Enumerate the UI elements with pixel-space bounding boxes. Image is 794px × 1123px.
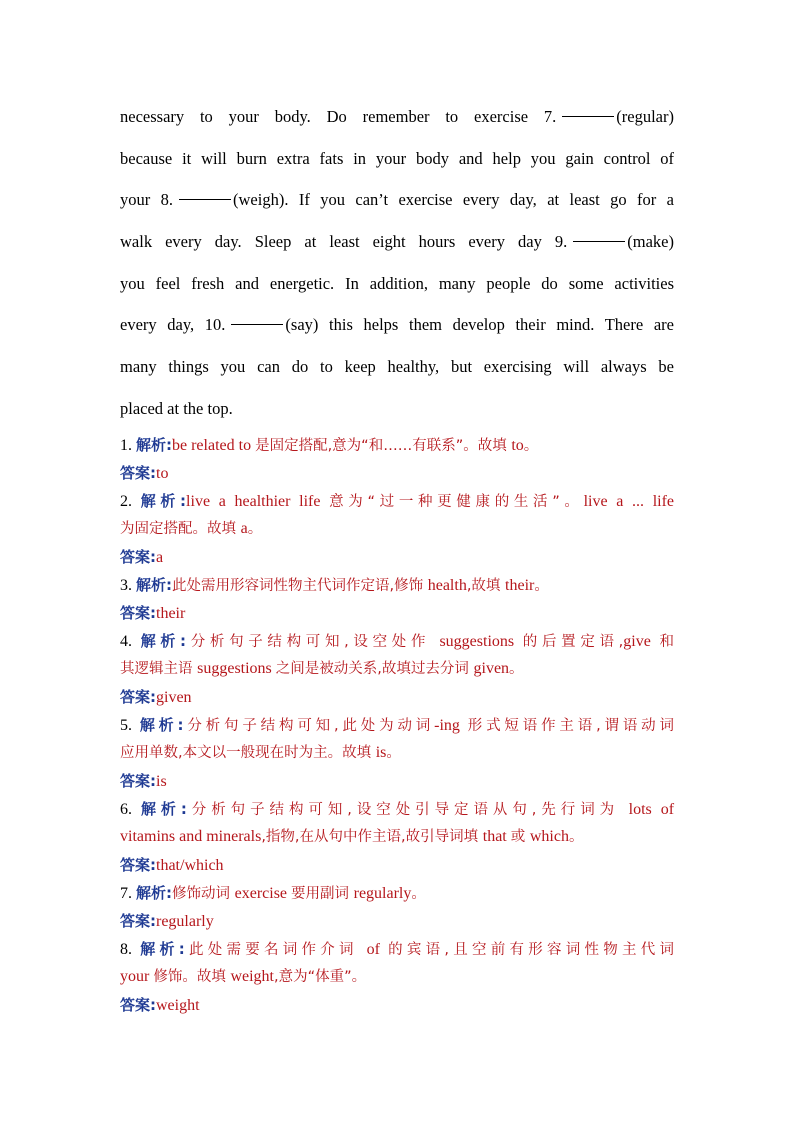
- item-number: 3.: [120, 577, 136, 594]
- explanation-text: 。: [568, 829, 584, 845]
- answer-value: given: [156, 689, 192, 706]
- answer-blank: [562, 115, 614, 117]
- explanation-text: ,指物,在从句中作主语,故引导词填: [261, 829, 483, 845]
- explanation-line: [120, 879, 674, 907]
- answer-label: 答案:: [120, 856, 156, 874]
- answer-label: 答案:: [120, 996, 156, 1014]
- explanation-label: 解析:: [140, 632, 187, 650]
- explanation-text: 的后置定语,: [522, 634, 624, 650]
- answer-line: [120, 459, 674, 487]
- explanation-text: 。: [386, 745, 401, 761]
- item-number: 8.: [120, 941, 141, 958]
- passage-line: because it will burn extra fats in your body and help you gain control of: [120, 148, 674, 168]
- explanation-text: which: [529, 828, 569, 845]
- answer-line: [120, 599, 674, 627]
- explanation-text: be related to: [172, 437, 256, 454]
- passage-text: [120, 96, 674, 430]
- explanation-text: 分析句子结构可知,设空处引导定语从句,先行词为: [186, 802, 629, 818]
- explanation-text: their: [505, 577, 535, 594]
- explanation-text: 或: [510, 829, 530, 845]
- explanation-text: 此处需要名词作介词: [184, 942, 367, 958]
- answer-value: weight: [156, 997, 200, 1014]
- explanation-text: lots of: [628, 801, 675, 818]
- answer-value: their: [156, 605, 186, 622]
- explanation-text: that: [482, 828, 511, 845]
- passage-line: many things you can do to keep healthy, but exercising will always be: [120, 357, 674, 377]
- answer-line: [120, 851, 674, 879]
- explanation-line: [120, 487, 674, 515]
- explanation-text: 的宾语,且空前有形容词性物主代词: [388, 942, 675, 958]
- item-number: 6.: [120, 801, 141, 818]
- passage-line: every day, 10. (say) this helps them develop their mind. There are: [120, 315, 674, 335]
- explanation-line: [120, 571, 674, 599]
- explanation-text: 分析句子结构可知,设空处作: [186, 634, 440, 650]
- answer-line: [120, 991, 674, 1019]
- explanation-text: live a healthier life: [186, 493, 330, 510]
- answer-key: [120, 431, 674, 1019]
- explanation-line: [120, 935, 674, 963]
- answer-value: regularly: [156, 913, 214, 930]
- explanation-text: 。: [523, 438, 539, 454]
- explanation-text: 分析句子结构可知,此处为动词: [183, 718, 435, 734]
- explanation-text: 要用副词: [291, 886, 354, 902]
- explanation-text: 修饰。故填: [153, 969, 231, 985]
- explanation-text: of: [366, 941, 389, 958]
- explanation-text: ,意为“体重”。: [273, 969, 367, 985]
- explanation-text: 形式短语作主语,谓语动词: [467, 718, 675, 734]
- explanation-text: 。: [247, 521, 263, 537]
- explanation-text: ,: [466, 578, 472, 594]
- explanation-text: give: [623, 633, 660, 650]
- explanation-text: 应用单数,本文以一般现在时为主。故填: [120, 745, 376, 761]
- explanation-text: 和: [659, 634, 675, 650]
- explanation-text: regularly: [353, 885, 412, 902]
- explanation-text: vitamins and minerals: [120, 828, 262, 845]
- explanation-text: 其逻辑主语: [120, 661, 198, 677]
- explanation-text: live a ... life: [583, 493, 675, 510]
- explanation-text: given: [473, 660, 510, 677]
- explanation-text: 是固定搭配,意为“和……有联系”。故填: [255, 438, 512, 454]
- answer-value: a: [156, 549, 164, 566]
- item-number: 4.: [120, 633, 141, 650]
- explanation-text: 此处需用形容词性物主代词作定语,修饰: [172, 578, 428, 594]
- passage-line: you feel fresh and energetic. In addition, many people do some activities: [120, 273, 674, 293]
- answer-blank: [573, 240, 625, 242]
- explanation-text: to: [511, 437, 524, 454]
- explanation-line: [120, 515, 674, 543]
- explanation-text: a: [240, 520, 248, 537]
- explanation-label: 解析:: [140, 800, 187, 818]
- explanation-line: [120, 739, 674, 767]
- explanation-text: health: [427, 577, 467, 594]
- explanation-line: [120, 627, 674, 655]
- explanation-text: 。: [534, 578, 549, 594]
- explanation-line: [120, 711, 674, 739]
- answer-line: [120, 767, 674, 795]
- explanation-label: 解析:: [136, 436, 172, 454]
- explanation-text: 。: [411, 886, 426, 902]
- answer-label: 答案:: [120, 548, 156, 566]
- passage-line: placed at the top.: [120, 398, 233, 418]
- answer-line: [120, 907, 674, 935]
- passage-line: walk every day. Sleep at least eight hours every day 9. (make): [120, 232, 674, 252]
- explanation-text: 为固定搭配。故填: [120, 521, 241, 537]
- explanation-text: 。: [509, 661, 524, 677]
- explanation-label: 解析:: [140, 940, 185, 958]
- answer-label: 答案:: [120, 464, 156, 482]
- answer-label: 答案:: [120, 912, 156, 930]
- explanation-line: [120, 963, 674, 991]
- explanation-label: 解析:: [136, 884, 172, 902]
- explanation-label: 解析:: [139, 716, 184, 734]
- answer-line: [120, 543, 674, 571]
- item-number: 5.: [120, 717, 140, 734]
- explanation-text: -ing: [434, 717, 468, 734]
- explanation-line: [120, 795, 674, 823]
- answer-label: 答案:: [120, 688, 156, 706]
- item-number: 2.: [120, 493, 141, 510]
- answer-blank: [179, 198, 231, 200]
- answer-value: to: [156, 465, 169, 482]
- explanation-text: 故填: [471, 578, 506, 594]
- explanation-text: weight: [230, 968, 274, 985]
- answer-blank: [231, 323, 283, 325]
- explanation-text: 修饰动词: [172, 886, 235, 902]
- item-number: 7.: [120, 885, 136, 902]
- answer-label: 答案:: [120, 604, 156, 622]
- explanation-text: 之间是被动关系,故填过去分词: [275, 661, 474, 677]
- explanation-text: is: [375, 744, 387, 761]
- answer-value: is: [156, 773, 167, 790]
- passage-line: your 8. (weigh). If you can’t exercise every day, at least go for a: [120, 190, 674, 210]
- explanation-line: [120, 655, 674, 683]
- explanation-text: 意为“过一种更健康的生活”。: [329, 494, 584, 510]
- explanation-text: suggestions: [439, 633, 523, 650]
- explanation-text: suggestions: [197, 660, 276, 677]
- explanation-line: [120, 823, 674, 851]
- passage-line: necessary to your body. Do remember to exercise 7. (regular): [120, 107, 674, 126]
- explanation-label: 解析:: [140, 492, 187, 510]
- explanation-text: your: [120, 968, 154, 985]
- item-number: 1.: [120, 437, 136, 454]
- explanation-text: exercise: [234, 885, 292, 902]
- explanation-label: 解析:: [136, 576, 172, 594]
- answer-value: that/which: [156, 857, 224, 874]
- answer-label: 答案:: [120, 772, 156, 790]
- answer-line: [120, 683, 674, 711]
- explanation-line: [120, 431, 674, 459]
